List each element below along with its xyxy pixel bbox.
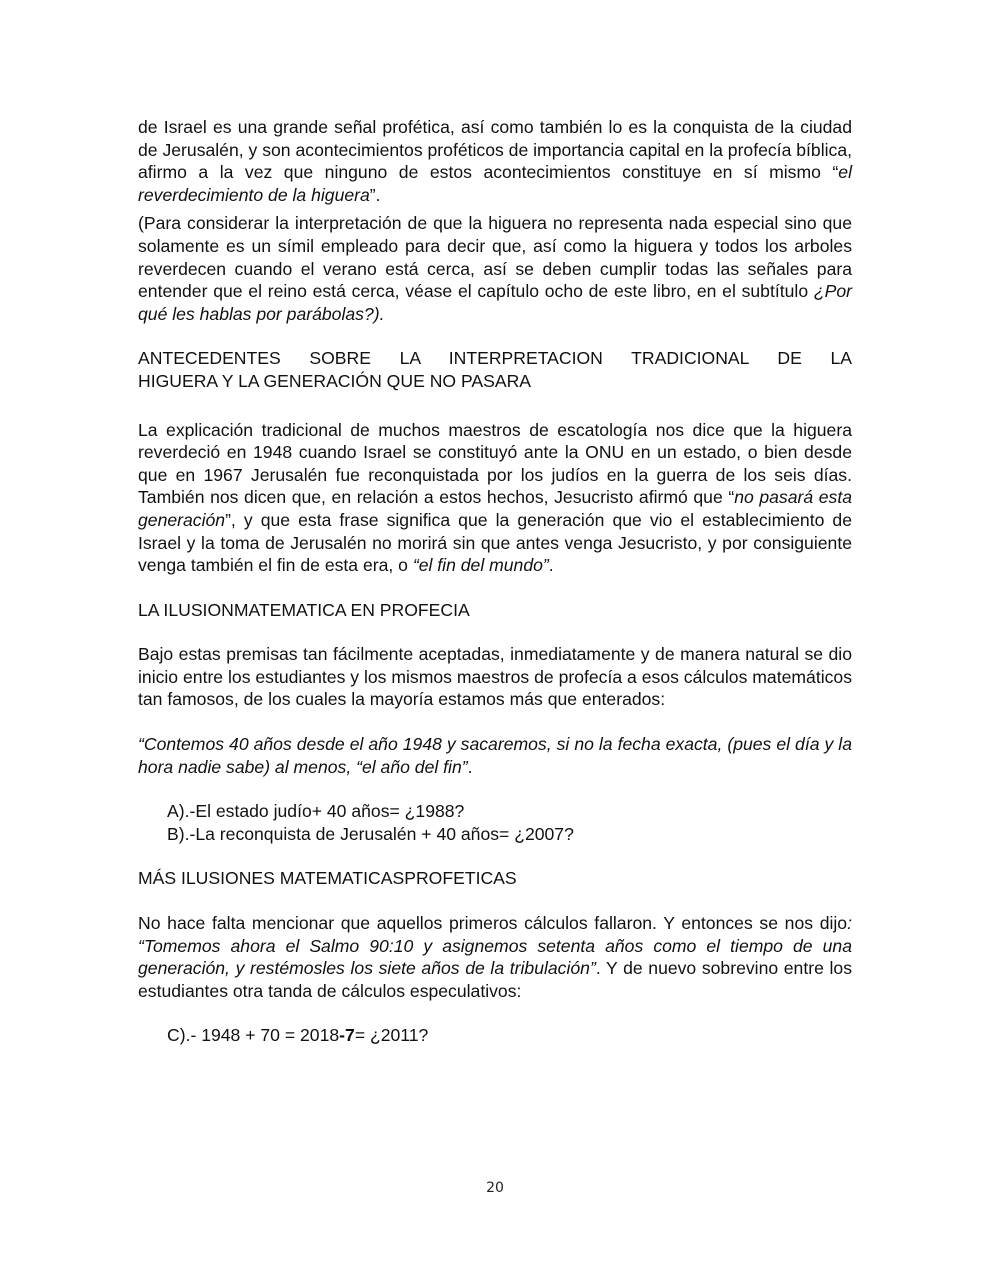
section-heading-antecedentes-line2: HIGUERA Y LA GENERACIÓN QUE NO PASARA [138, 370, 532, 391]
list-item-c-bold: -7 [339, 1025, 355, 1046]
paragraph-2 [138, 212, 852, 325]
paragraph-5-italic: : “Tomemos ahora el Salmo 90:10 y asignemos setenta años como el tiempo de una generación, y restémosles los siete años de la tribulación” [138, 913, 852, 979]
list-item-b: B).-La reconquista de Jerusalén + 40 años= ¿2007? [167, 823, 574, 844]
paragraph-2-text: (Para considerar la interpretación de que la higuera no representa nada especial sino que solamente es un símil empleado para decir que, así como la higuera y todos los arboles reverdecen cuando el verano está cerca, así se deben cumplir todas las señales para entender que el reino está cerca, véase el capítulo ocho de este libro, en el subtítulo [138, 213, 852, 302]
page-number: 20 [486, 1180, 504, 1196]
list-item-c-post: = ¿2011? [354, 1025, 429, 1046]
calculation-list-1 [138, 800, 852, 845]
quote-paragraph [138, 733, 852, 778]
list-item-c-pre: C).- 1948 + 70 = 2018 [167, 1025, 340, 1046]
list-item-a: A).-El estado judío+ 40 años= ¿1988? [167, 801, 465, 822]
section-heading-mas-ilusiones: MÁS ILUSIONES MATEMATICASPROFETICAS [138, 868, 517, 889]
paragraph-5-end: . Y de nuevo sobrevino entre los estudiantes otra tanda de cálculos especulativos: [138, 958, 853, 1001]
quote-end: . [467, 756, 473, 777]
quote-italic: “Contemos 40 años desde el año 1948 y sacaremos, si no la fecha exacta, (pues el día y la hora nadie sabe) al menos, “el año del fin” [138, 734, 852, 777]
paragraph-1 [138, 116, 852, 206]
page-content [138, 116, 852, 1047]
section-heading-ilusion: LA ILUSIONMATEMATICA EN PROFECIA [138, 599, 470, 620]
paragraph-3-text: La explicación tradicional de muchos maestros de escatología nos dice que la higuera reverdeció en 1948 cuando Israel se constituyó ante la ONU en un estado, o bien desde que en 1967 Jerusalén fue reconquistada por los judíos en la guerra de los seis días. También nos dicen que, en relación a estos hechos, Jesucristo afirmó que “ [138, 419, 852, 508]
paragraph-5-text: No hace falta mencionar que aquellos primeros cálculos fallaron. Y entonces se nos dijo [138, 913, 848, 934]
paragraph-1-end: ”. [369, 184, 381, 205]
paragraph-3-text2: ”, y que esta frase significa que la generación que vio el establecimiento de Israel y la toma de Jerusalén no morirá sin que antes venga Jesucristo, y por consiguiente venga también el fin de esta era, o [138, 509, 852, 576]
paragraph-1-text: de Israel es una grande señal profética, así como también lo es la conquista de la ciudad de Jerusalén, y son acontecimientos proféticos de importancia capital en la profecía bíblica, afirmo a la vez que ninguno de estos acontecimientos constituye en sí mismo “ [138, 117, 852, 183]
paragraph-2-italic: ¿Por qué les hablas por parábolas?). [138, 281, 852, 324]
paragraph-3-italic: no pasará esta generación [138, 487, 852, 530]
list-item-c [167, 1024, 852, 1047]
calculation-list-2 [138, 1024, 852, 1047]
paragraph-5 [138, 912, 852, 1002]
paragraph-4: Bajo estas premisas tan fácilmente aceptadas, inmediatamente y de manera natural se dio inicio entre los estudiantes y los mismos maestros de profecía a esos cálculos matemáticos tan famosos, de los cuales la mayoría estamos más que enterados: [138, 644, 852, 710]
section-heading-antecedentes-line1: ANTECEDENTES SOBRE LA INTERPRETACION TRADICIONAL DE LA [138, 348, 852, 369]
paragraph-3 [138, 419, 852, 577]
paragraph-3-italic2: “el fin del mundo” [412, 555, 549, 576]
paragraph-3-end: . [548, 555, 554, 576]
paragraph-1-italic: el reverdecimiento de la higuera [138, 162, 852, 205]
